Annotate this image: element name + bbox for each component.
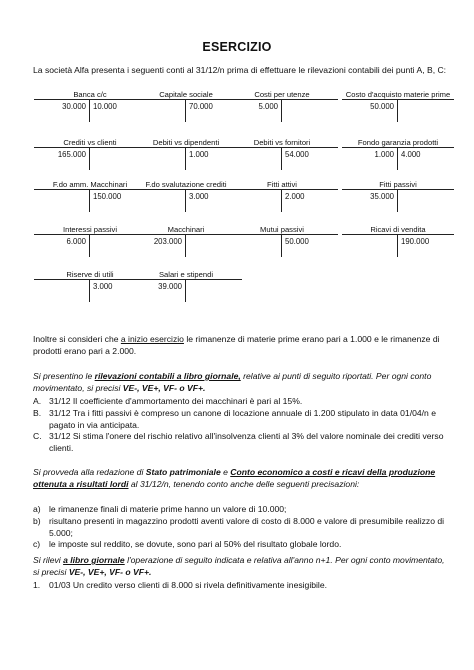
t-account-vertical-line bbox=[89, 99, 90, 122]
t-account-vertical-line bbox=[281, 189, 282, 212]
account-name: Macchinari bbox=[167, 225, 205, 234]
t-account bbox=[226, 136, 338, 170]
t-account-horizontal-line bbox=[342, 147, 454, 148]
account-name: Fitti attivi bbox=[267, 180, 297, 189]
account-name: Fondo garanzia prodotti bbox=[357, 138, 439, 147]
account-debit: 50.000 bbox=[370, 102, 394, 111]
account-name: Salari e stipendi bbox=[158, 270, 214, 279]
list-item-text: 31/12 Si stima l'onere del rischio relativo all'insolvenza clienti al 3% del valore nominale dei crediti verso clienti. bbox=[49, 431, 444, 454]
t-account-horizontal-line bbox=[226, 147, 338, 148]
t-account bbox=[342, 223, 454, 257]
account-credit: 54.000 bbox=[285, 150, 309, 159]
list-marker: B. bbox=[33, 407, 42, 418]
list-item bbox=[33, 516, 445, 540]
t-account-vertical-line bbox=[89, 234, 90, 257]
account-debit: 165.000 bbox=[57, 150, 86, 159]
t-account-vertical-line bbox=[89, 279, 90, 302]
list-marker: 1. bbox=[33, 580, 41, 590]
t-account-vertical-line bbox=[281, 99, 282, 122]
t-account-vertical-line bbox=[185, 279, 186, 302]
intro-paragraph: La società Alfa presenta i seguenti conti al 31/12/n prima di effettuare le rilevazioni contabili dei punti A, B, C: bbox=[33, 65, 447, 75]
section-c-instructions: Si rilevi a libro giornale l'operazione di seguito indicata e relativa all'anno n+1. Per ogni conto movimentato, si precisi VE-, VE+, VF- o VF+. bbox=[33, 555, 445, 577]
list-item-text: risultano presenti in magazzino prodotti aventi valore di costo di 8.000 e valore di presumibile realizzo di 5.000; bbox=[49, 515, 445, 538]
account-name: Ricavi di vendita bbox=[370, 225, 426, 234]
account-debit: 203.000 bbox=[153, 237, 182, 246]
account-credit: 3.000 bbox=[93, 282, 113, 291]
account-credit: 4.000 bbox=[401, 150, 421, 159]
t-account-horizontal-line bbox=[226, 189, 338, 190]
section-b-list bbox=[33, 504, 445, 551]
t-account-horizontal-line bbox=[226, 234, 338, 235]
account-name: F.do svalutazione crediti bbox=[145, 180, 227, 189]
account-credit: 1.000 bbox=[189, 150, 209, 159]
account-credit: 10.000 bbox=[93, 102, 117, 111]
t-account-vertical-line bbox=[89, 189, 90, 212]
t-account-vertical-line bbox=[89, 147, 90, 170]
account-name: Capitale sociale bbox=[159, 90, 213, 99]
account-name: Costi per utenze bbox=[254, 90, 310, 99]
account-debit: 30.000 bbox=[62, 102, 86, 111]
list-marker: c) bbox=[33, 539, 41, 550]
t-account-vertical-line bbox=[397, 189, 398, 212]
t-account-vertical-line bbox=[397, 234, 398, 257]
account-debit: 1.000 bbox=[374, 150, 394, 159]
account-name: Crediti vs clienti bbox=[63, 138, 117, 147]
list-item-text: le rimanenze finali di materie prime hanno un valore di 10.000; bbox=[49, 504, 287, 514]
t-account-vertical-line bbox=[185, 99, 186, 122]
t-account-horizontal-line bbox=[130, 279, 242, 280]
list-item-text: le imposte sul reddito, se dovute, sono pari al 50% del risultato globale lordo. bbox=[49, 539, 342, 550]
t-account bbox=[342, 88, 454, 122]
t-account-horizontal-line bbox=[342, 99, 454, 100]
t-account-vertical-line bbox=[397, 99, 398, 122]
account-name: Banca c/c bbox=[73, 90, 107, 99]
t-account-vertical-line bbox=[281, 147, 282, 170]
account-name: Costo d'acquisto materie prime bbox=[345, 90, 451, 99]
t-account-vertical-line bbox=[185, 234, 186, 257]
section-b-instructions: Si provveda alla redazione di Stato patrimoniale e Conto economico a costi e ricavi della produzione ottenuta a risultati lordi al 31/12/n, tenendo conto anche delle seguenti precisazioni: bbox=[33, 467, 436, 489]
account-name: Debiti vs dipendenti bbox=[152, 138, 220, 147]
list-marker: A. bbox=[33, 396, 42, 406]
list-item-text: 01/03 Un credito verso clienti di 8.000 si rivela definitivamente inesigibile. bbox=[49, 580, 328, 590]
t-account bbox=[226, 223, 338, 257]
account-credit: 70.000 bbox=[189, 102, 213, 111]
account-debit: 6.000 bbox=[66, 237, 86, 246]
t-account bbox=[342, 178, 454, 212]
page-title: ESERCIZIO bbox=[202, 40, 272, 54]
account-credit: 3.000 bbox=[189, 192, 209, 201]
account-debit: 5.000 bbox=[258, 102, 278, 111]
list-marker: b) bbox=[33, 515, 41, 526]
account-credit: 2.000 bbox=[285, 192, 305, 201]
section-c-list bbox=[33, 580, 445, 592]
list-item bbox=[33, 396, 445, 408]
t-account-vertical-line bbox=[281, 234, 282, 257]
t-account bbox=[130, 268, 242, 302]
list-item-text: 31/12 Il coefficiente d'ammortamento dei macchinari è pari al 15%. bbox=[49, 396, 303, 406]
t-account-horizontal-line bbox=[342, 234, 454, 235]
account-name: Debiti vs fornitori bbox=[253, 138, 311, 147]
account-credit: 190.000 bbox=[401, 237, 430, 246]
list-marker: C. bbox=[33, 431, 42, 442]
t-account-vertical-line bbox=[185, 189, 186, 212]
section-a-instructions: Si presentino le rilevazioni contabili a libro giornale, relative ai punti di seguito riportati. Per ogni conto movimentato, si precisi VE-, VE+, VF- o VF+. bbox=[33, 371, 432, 393]
list-item bbox=[33, 580, 445, 592]
account-name: Mutui passivi bbox=[260, 225, 304, 234]
account-debit: 39.000 bbox=[158, 282, 182, 291]
list-marker: a) bbox=[33, 504, 41, 514]
account-name: F.do amm. Macchinari bbox=[52, 180, 128, 189]
list-item bbox=[33, 431, 445, 455]
list-item-text: 31/12 Tra i fitti passivi è compreso un canone di locazione annuale di 1.200 stipulato in data 01/04/n e pagato in via anticipata. bbox=[49, 407, 436, 430]
t-account bbox=[226, 88, 338, 122]
account-name: Interessi passivi bbox=[62, 225, 118, 234]
list-item bbox=[33, 504, 445, 516]
underlined-phrase: a inizio esercizio bbox=[120, 334, 184, 344]
list-item bbox=[33, 539, 445, 551]
t-account-horizontal-line bbox=[342, 189, 454, 190]
t-account bbox=[226, 178, 338, 212]
list-item bbox=[33, 408, 445, 432]
t-account bbox=[342, 136, 454, 170]
account-credit: 50.000 bbox=[285, 237, 309, 246]
section-a-list bbox=[33, 396, 445, 455]
t-account-vertical-line bbox=[397, 147, 398, 170]
account-name: Riserve di utili bbox=[66, 270, 114, 279]
account-name: Fitti passivi bbox=[379, 180, 417, 189]
t-account-vertical-line bbox=[185, 147, 186, 170]
account-credit: 150.000 bbox=[93, 192, 122, 201]
t-account-horizontal-line bbox=[226, 99, 338, 100]
account-debit: 35.000 bbox=[370, 192, 394, 201]
inventory-paragraph: Inoltre si consideri che a inizio esercizio le rimanenze di materie prime erano pari a 1.000 e le rimanenze di prodotti erano pari a 2.000. bbox=[33, 334, 440, 356]
